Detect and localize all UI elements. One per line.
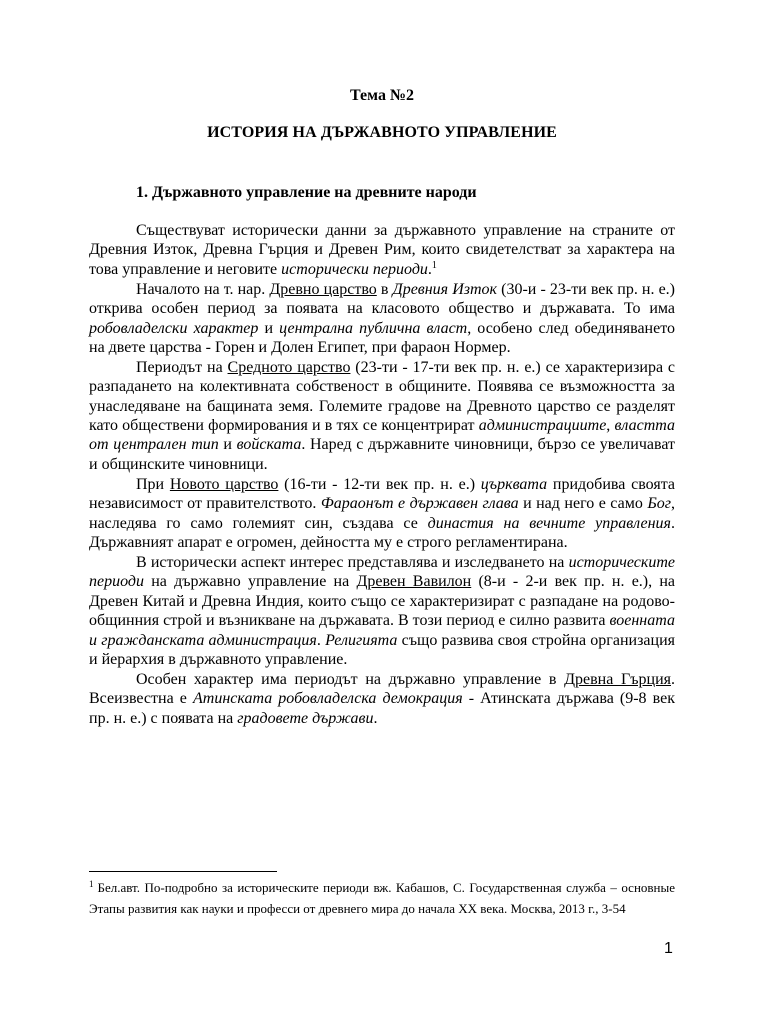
text-run: При [136,475,170,493]
footnote-marker: 1 [89,879,94,889]
underlined-term: Древно царство [269,280,377,298]
text-run: (23-ти - 17-ти век пр. н. е.) се характеризира с разпадането на колективната собственост в общините. Появява се възможността за унаследяване на бащината земя. Големите градове на Древното царство се разделят като обществени формирования и в тях се концентрират [89,358,676,435]
text-run: . Всеизвестна е [89,670,675,708]
italic-run: Древния Изток [392,280,498,298]
italic-run: централна публична власт [279,319,468,337]
text-run: Особен характер има периодът на държавно управление в [136,670,565,688]
italic-run: властта от централен тип [89,417,676,454]
body-text [89,221,675,728]
text-run: Началото на т. нар. [136,280,270,298]
text-run: . Държавният апарат е огромен, дейността му е строго регламентирана. [89,514,675,551]
text-run: , [606,417,615,435]
footnote [89,877,675,919]
text-run: и над него е само [518,495,648,513]
underlined-term: Древна Гърция [564,670,671,688]
paragraph-4 [89,475,675,553]
underlined-term: Средното царство [227,358,351,376]
italic-run: историческите периоди [89,553,675,591]
paragraph-2 [89,280,675,358]
italic-run: администрациите [478,417,607,435]
underlined-term: Новото царство [169,475,279,493]
text-run: , наследява го само големият син, създава се [89,495,676,532]
paragraph-3 [89,358,675,474]
italic-run: военната и гражданската администрация [89,612,675,649]
italic-run: робовладелски характер [89,319,259,337]
text-run: също развива своя стройна организация и йерархия в държавното управление. [89,631,675,668]
text-run: , особено след обединяването на двете царства - Горен и Долен Египет, при фараон Нормер. [89,319,676,356]
section-heading: 1. Държавното управление на древните народи [136,184,477,201]
footnote-separator [89,871,277,872]
text-run: на държавно управление на [143,573,357,591]
text-run: и [218,436,237,454]
text-run: (8-и - 2-и век пр. н. е.), на Древен Китай и Древна Индия, които също се характеризират с разпадане на родово-общинния строй и възникване на държавата. В този период е силно развита [89,573,676,630]
paragraph-1 [89,221,675,279]
italic-run: Фараонът е държавен глава [320,495,519,513]
text-run: и [258,319,280,337]
text-run: придобива своята независимост от правителството. [89,475,675,513]
text-run: . [427,260,432,278]
italic-run: исторически периоди [281,260,428,278]
paragraph-6 [89,670,675,728]
italic-run: градовете държави [237,709,374,727]
italic-run: Бог [647,495,672,513]
text-run: (16-ти - 12-ти век пр. н. е.) [278,475,481,493]
text-run: . Наред с държавните чиновници, бързо се увеличават и общинските чиновници. [89,436,676,473]
text-run: (30-и - 23-ти век пр. н. е.) открива особен период за появата на класовото общество и държавата. То има [89,280,675,318]
text-run: Съществуват исторически данни за държавното управление на страните от Древния Изток, Древна Гърция и Древен Рим, които свидетелстват за характера на това управление и неговите [89,222,675,278]
footnote-text: Бел.авт. По-подробно за историческите периоди вж. Кабашов, С. Государственная служба – основные Этапы развития как науки и професси от древнего мира до начала XX века. Москва, 2013 г., 3-54 [89,880,675,916]
italic-run: Атинската робовладелска демокрация [193,690,463,708]
text-run: В исторически аспект интерес представлява и изследването на [136,553,569,571]
text-run: . [316,631,326,649]
italic-run: войската [236,436,302,454]
page-number: 1 [664,940,673,957]
italic-run: династия на вечните управления [427,514,671,532]
footnote-reference[interactable]: 1 [431,259,437,271]
topic-number: Тема №2 [349,87,415,104]
text-run: Периодът на [136,358,228,376]
italic-run: Религията [325,631,398,649]
page-title: ИСТОРИЯ НА ДЪРЖАВНОТО УПРАВЛЕНИЕ [207,124,557,141]
italic-run: църквата [480,475,548,493]
text-run: - Атинската държава (9-8 век пр. н. е.) с появата на [89,690,675,727]
underlined-term: Древен Вавилон [356,573,472,591]
text-run: в [376,280,393,298]
text-run: . [373,709,378,727]
paragraph-5 [89,553,675,669]
